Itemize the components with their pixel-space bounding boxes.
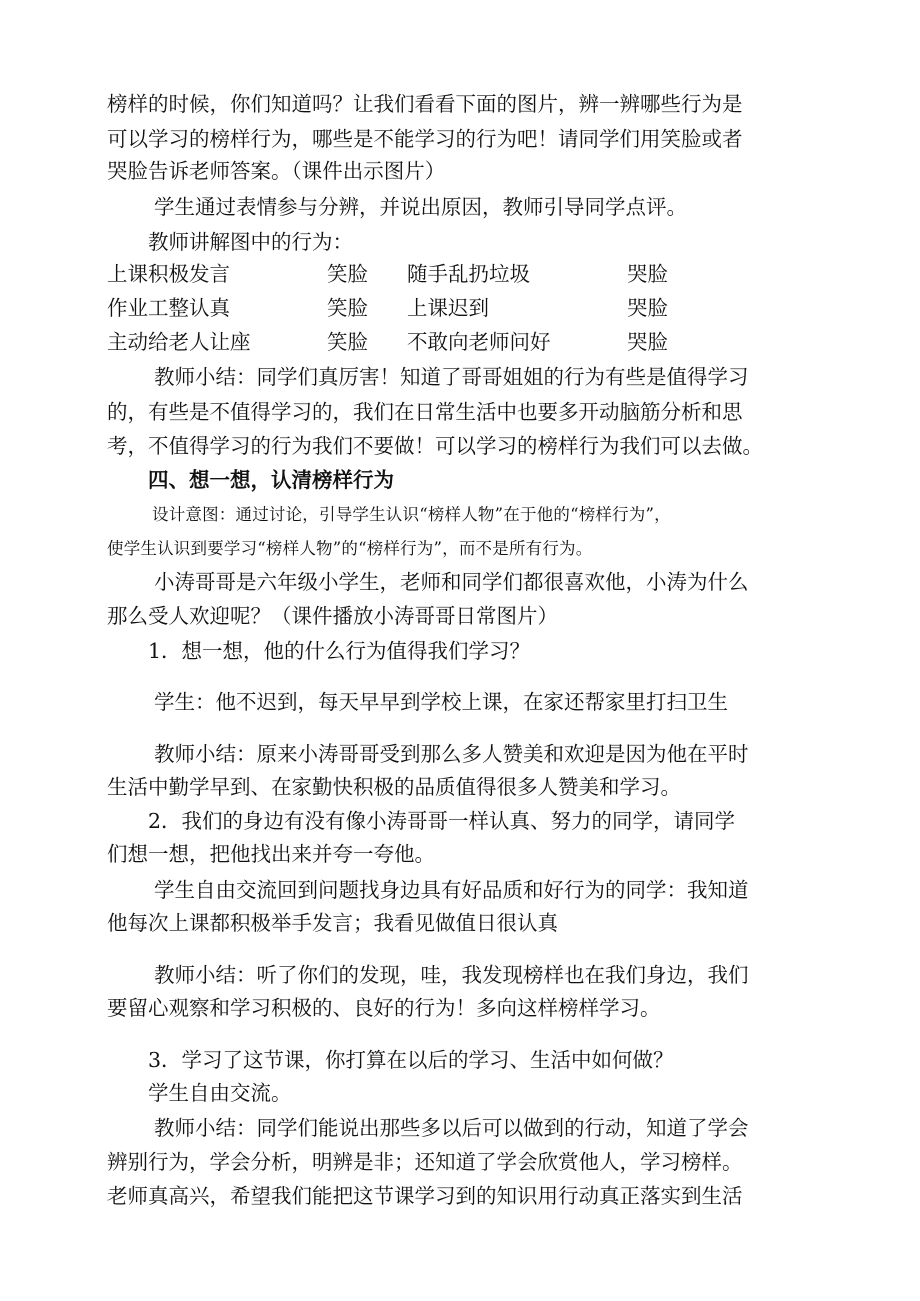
paragraph-line: 学生自由交流回到问题找身边具有好品质和好行为的同学：我知道 <box>154 878 749 902</box>
question-3: 3．学习了这节课，你打算在以后的学习、生活中如何做？ <box>148 1048 674 1072</box>
paragraph-line: 生活中勤学早到、在家勤快积极的品质值得很多人赞美和学习。 <box>107 775 681 799</box>
student-answer-1: 学生：他不迟到，每天早早到学校上课，在家还帮家里打扫卫生 <box>154 690 728 714</box>
paragraph-line: 小涛哥哥是六年级小学生，老师和同学们都很喜欢他，小涛为什么 <box>154 570 749 594</box>
paragraph-line: 哭脸告诉老师答案。（课件出示图片） <box>107 159 446 183</box>
paragraph-line: 考，不值得学习的行为我们不要做！可以学习的榜样行为我们可以去做。 <box>107 434 763 458</box>
bad-behavior: 随手乱扔垃圾 <box>407 262 530 286</box>
bad-behavior: 上课迟到 <box>407 296 489 320</box>
bad-behavior: 不敢向老师问好 <box>407 330 551 354</box>
paragraph-line: 可以学习的榜样行为，哪些是不能学习的行为吧！请同学们用笑脸或者 <box>107 127 743 151</box>
cry-label: 哭脸 <box>627 330 668 354</box>
question-1: 1．想一想，他的什么行为值得我们学习？ <box>148 639 531 663</box>
smile-label: 笑脸 <box>327 262 368 286</box>
paragraph-line: 教师小结：听了你们的发现，哇，我发现榜样也在我们身边，我们 <box>154 963 749 987</box>
paragraph-line: 学生通过表情参与分辨，并说出原因，教师引导同学点评。 <box>154 195 687 219</box>
paragraph-line: 的，有些是不值得学习的，我们在日常生活中也要多开动脑筋分析和思 <box>107 400 743 424</box>
paragraph-line: 教师小结：原来小涛哥哥受到那么多人赞美和欢迎是因为他在平时 <box>154 742 749 766</box>
paragraph-line: 老师真高兴，希望我们能把这节课学习到的知识用行动真正落实到生活 <box>107 1184 743 1208</box>
paragraph-line: 他每次上课都积极举手发言；我看见做值日很认真 <box>107 911 558 935</box>
paragraph-line: 辨别行为，学会分析，明辨是非；还知道了学会欣赏他人，学习榜样。 <box>107 1150 743 1174</box>
cry-label: 哭脸 <box>627 262 668 286</box>
paragraph-line: 那么受人欢迎呢？（课件播放小涛哥哥日常图片） <box>107 604 558 628</box>
good-behavior: 上课积极发言 <box>107 262 230 286</box>
cry-label: 哭脸 <box>627 296 668 320</box>
student-answer-3: 学生自由交流。 <box>148 1081 292 1105</box>
paragraph-line: 们想一想，把他找出来并夸一夸他。 <box>107 842 435 866</box>
smile-label: 笑脸 <box>327 296 368 320</box>
smile-label: 笑脸 <box>327 330 368 354</box>
good-behavior: 作业工整认真 <box>107 296 230 320</box>
question-2: 2．我们的身边有没有像小涛哥哥一样认真、努力的同学，请同学 <box>148 809 736 833</box>
paragraph-line: 要留心观察和学习积极的、良好的行为！多向这样榜样学习。 <box>107 996 661 1020</box>
design-intent: 使学生认识到要学习“榜样人物”的“榜样行为”，而不是所有行为。 <box>107 539 593 558</box>
paragraph-line: 教师小结：同学们真厉害！知道了哥哥姐姐的行为有些是值得学习 <box>154 365 749 389</box>
section-heading: 四、想一想，认清榜样行为 <box>148 468 394 492</box>
paragraph-line: 榜样的时候，你们知道吗？让我们看看下面的图片，辨一辨哪些行为是 <box>107 92 743 116</box>
design-intent: 设计意图：通过讨论，引导学生认识“榜样人物”在于他的“榜样行为”， <box>152 505 671 524</box>
paragraph-line: 教师小结：同学们能说出那些多以后可以做到的行动，知道了学会 <box>154 1116 749 1140</box>
paragraph-line: 教师讲解图中的行为： <box>148 230 353 254</box>
good-behavior: 主动给老人让座 <box>107 330 251 354</box>
